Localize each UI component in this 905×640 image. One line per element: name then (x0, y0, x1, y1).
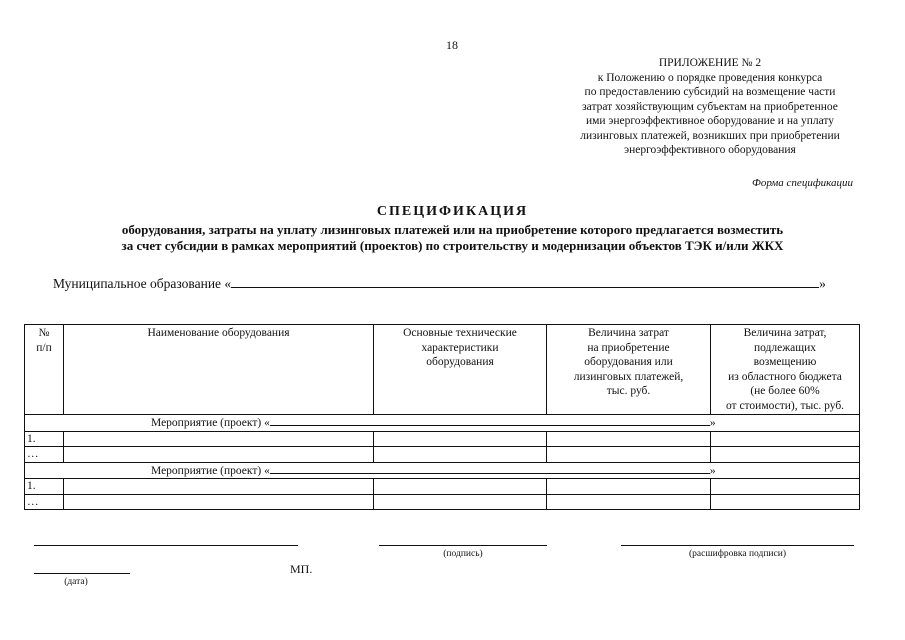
table-cell[interactable] (711, 447, 860, 463)
signature-decode-caption: (расшифровка подписи) (689, 549, 786, 559)
table-cell[interactable] (64, 447, 374, 463)
row-number: … (25, 447, 64, 463)
header-number: № п/п (25, 325, 64, 415)
row-number: 1. (25, 479, 64, 495)
table-cell[interactable] (547, 494, 711, 510)
header-equipment-name: Наименование оборудования (64, 325, 374, 415)
event-blank-short[interactable] (270, 463, 490, 474)
municipality-close: » (819, 276, 826, 291)
row-number: … (25, 494, 64, 510)
appendix-title: ПРИЛОЖЕНИЕ № 2 (658, 57, 762, 69)
table-cell[interactable] (374, 447, 547, 463)
appendix-line: лизинговых платежей, возникших при приобретении (580, 129, 840, 142)
event-label: Мероприятие (проект) « (151, 464, 270, 477)
subtitle-line: оборудования, затраты на уплату лизинговых платежей или на приобретение которого предлагается возместить (121, 222, 784, 237)
header-cost: Величина затрат на приобретение оборудования или лизинговых платежей, тыс. руб. (547, 325, 711, 415)
appendix-line: по предоставлению субсидий на возмещение части (584, 86, 836, 98)
page-number: 18 (446, 38, 458, 52)
table-cell[interactable] (64, 431, 374, 447)
event-row (25, 462, 860, 479)
event-blank-long[interactable] (490, 463, 710, 474)
event-close: » (709, 417, 716, 429)
appendix-line: ими энергоэффективное оборудование и на уплату (585, 115, 835, 127)
event-blank-short[interactable] (270, 415, 342, 426)
appendix-line: энергоэффективного оборудования (624, 144, 796, 156)
table-cell[interactable] (64, 479, 374, 495)
specification-table (24, 324, 860, 510)
date-caption: (дата) (64, 577, 88, 587)
table-cell[interactable] (711, 431, 860, 447)
table-cell[interactable] (711, 479, 860, 495)
appendix-block (560, 56, 860, 158)
event-row (25, 415, 860, 432)
row-number: 1. (25, 431, 64, 447)
table-row (25, 431, 860, 447)
table-cell[interactable] (547, 447, 711, 463)
event-blank-long[interactable] (342, 415, 710, 426)
table-header-row (25, 325, 860, 415)
municipality-label: Муниципальное образование « (53, 276, 232, 291)
table-row (25, 479, 860, 495)
table-cell[interactable] (374, 431, 547, 447)
table-cell[interactable] (374, 479, 547, 495)
table-row (25, 447, 860, 463)
header-reimbursable-cost: Величина затрат, подлежащих возмещению из областного бюджета (не более 60% от стоимости), тыс. руб. (711, 325, 860, 415)
table-row (25, 494, 860, 510)
municipality-blank-long[interactable] (409, 275, 819, 288)
event-label: Мероприятие (проект) « (151, 417, 270, 429)
table-cell[interactable] (374, 494, 547, 510)
signature-caption: (подпись) (443, 549, 483, 559)
header-tech-specs: Основные технические характеристики оборудования (374, 325, 547, 415)
appendix-line: затрат хозяйствующим субъектам на приобретенное (582, 100, 838, 113)
municipality-blank-short[interactable] (231, 275, 409, 288)
table-cell[interactable] (547, 431, 711, 447)
table-cell[interactable] (711, 494, 860, 510)
stamp-place: МП. (290, 562, 313, 576)
form-note: Форма спецификации (751, 177, 853, 189)
signature-line[interactable] (379, 545, 547, 546)
document-subtitle (40, 222, 865, 254)
table-cell[interactable] (64, 494, 374, 510)
subtitle-line: за счет субсидии в рамках мероприятий (проектов) по строительству и модернизации объектов ТЭК и/или ЖКХ (121, 238, 784, 253)
date-line[interactable] (34, 573, 130, 574)
municipality-field (53, 275, 826, 292)
event-close: » (709, 464, 716, 477)
document-title: СПЕЦИФИКАЦИЯ (376, 204, 529, 219)
position-line[interactable] (34, 545, 298, 546)
table-cell[interactable] (547, 479, 711, 495)
signature-decode-line[interactable] (621, 545, 854, 546)
appendix-line: к Положению о порядке проведения конкурса (597, 71, 823, 84)
